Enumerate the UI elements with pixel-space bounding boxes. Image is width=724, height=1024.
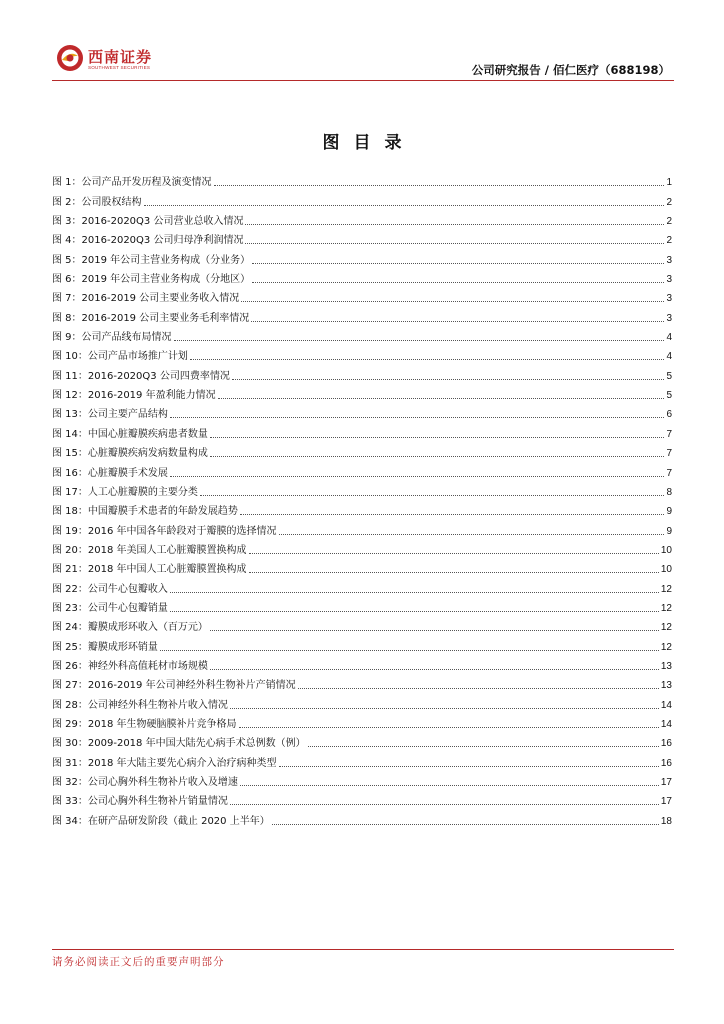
toc-entry-page: 12 [660,622,672,634]
toc-entry-page: 2 [666,216,672,228]
toc-entry-label: 图 24：瓣膜成形环收入（百万元） [52,622,208,634]
toc-entry[interactable] [52,750,672,769]
toc-entry[interactable] [52,402,672,421]
toc-entry-page: 2 [666,235,672,247]
toc-entry-page: 4 [666,351,672,363]
toc-entry-page: 3 [666,312,672,324]
toc-leader-dots [279,533,665,535]
toc-entry-label: 图 13：公司主要产品结构 [52,409,168,421]
footer-disclaimer: 请务必阅读正文后的重要声明部分 [52,956,225,968]
toc-entry-label: 图 14：中国心脏瓣膜疾病患者数量 [52,428,208,440]
toc-entry-page: 17 [660,796,672,808]
toc-leader-dots [210,668,659,670]
toc-leader-dots [210,455,665,457]
toc-leader-dots [170,610,659,612]
report-title: 公司研究报告 / 佰仁医疗（688198） [471,63,670,77]
toc-entry[interactable] [52,460,672,479]
toc-leader-dots [214,184,665,186]
toc-entry-label: 图 17：人工心脏瓣膜的主要分类 [52,486,198,498]
toc-entry[interactable] [52,518,672,537]
toc-entry[interactable] [52,789,672,808]
toc-leader-dots [279,765,659,767]
toc-entry-label: 图 33：公司心胸外科生物补片销量情况 [52,796,228,808]
toc-entry[interactable] [52,325,672,344]
toc-entry-label: 图 10：公司产品市场推广计划 [52,351,188,363]
toc-entry-label: 图 3：2016-2020Q3 公司营业总收入情况 [52,216,244,228]
toc-entry-page: 9 [666,525,672,537]
toc-leader-dots [174,339,665,341]
toc-entry-page: 3 [666,293,672,305]
toc-entry-page: 13 [660,680,672,692]
toc-entry-label: 图 29：2018 年生物硬脑膜补片竞争格局 [52,718,237,730]
toc-entry-label: 图 8：2016-2019 公司主要业务毛利率情况 [52,312,250,324]
toc-leader-dots [240,513,665,515]
toc-leader-dots [230,803,659,805]
toc-entry-label: 图 16：心脏瓣膜手术发展 [52,467,168,479]
toc-entry[interactable] [52,634,672,653]
toc-leader-dots [144,204,665,206]
toc-entry-page: 10 [660,564,672,576]
company-logo [56,44,176,76]
toc-leader-dots [218,397,665,399]
toc-entry[interactable] [52,673,672,692]
toc-leader-dots [245,223,664,225]
page-header [0,0,724,82]
toc-entry[interactable] [52,267,672,286]
toc-entry-page: 16 [660,738,672,750]
toc-leader-dots [200,494,665,496]
toc-entry-label: 图 22：公司牛心包瓣收入 [52,583,168,595]
toc-leader-dots [240,784,659,786]
toc-entry-label: 图 2：公司股权结构 [52,196,142,208]
toc-entry-label: 图 11：2016-2020Q3 公司四费率情况 [52,370,230,382]
toc-entry[interactable] [52,480,672,499]
toc-entry[interactable] [52,228,672,247]
figure-toc-list [52,170,672,828]
toc-entry-label: 图 1：公司产品开发历程及演变情况 [52,177,212,189]
toc-leader-dots [210,629,659,631]
toc-entry-page: 16 [660,757,672,769]
toc-leader-dots [210,436,665,438]
toc-entry[interactable] [52,596,672,615]
toc-entry[interactable] [52,770,672,789]
toc-leader-dots [160,649,659,651]
toc-entry[interactable] [52,305,672,324]
footer-divider [52,949,674,950]
toc-entry-page: 6 [666,409,672,421]
toc-entry-page: 7 [666,428,672,440]
toc-leader-dots [170,416,665,418]
toc-entry-page: 12 [660,641,672,653]
toc-leader-dots [252,281,664,283]
toc-entry-label: 图 30：2009-2018 年中国大陆先心病手术总例数（例） [52,738,306,750]
toc-entry-page: 13 [660,660,672,672]
toc-entry[interactable] [52,712,672,731]
toc-entry[interactable] [52,383,672,402]
toc-title: 图目录 [322,133,416,153]
toc-entry[interactable] [52,557,672,576]
toc-leader-dots [249,552,659,554]
toc-entry-page: 7 [666,448,672,460]
toc-entry[interactable] [52,731,672,750]
toc-leader-dots [230,707,659,709]
toc-entry[interactable] [52,170,672,189]
toc-entry[interactable] [52,363,672,382]
toc-entry-label: 图 12：2016-2019 年盈利能力情况 [52,390,216,402]
toc-entry-label: 图 25：瓣膜成形环销量 [52,641,158,653]
toc-entry-page: 5 [666,390,672,402]
toc-leader-dots [308,745,659,747]
toc-leader-dots [249,571,659,573]
toc-entry-label: 图 26：神经外科高值耗材市场规模 [52,660,208,672]
toc-entry[interactable] [52,441,672,460]
toc-entry-page: 14 [660,699,672,711]
toc-entry-label: 图 4：2016-2020Q3 公司归母净利润情况 [52,235,244,247]
toc-entry-page: 12 [660,583,672,595]
toc-leader-dots [232,378,665,380]
toc-entry-label: 图 6：2019 年公司主营业务构成（分地区） [52,274,251,286]
toc-entry-page: 10 [660,544,672,556]
toc-leader-dots [251,320,664,322]
toc-entry-label: 图 31：2018 年大陆主要先心病介入治疗病种类型 [52,757,277,769]
toc-entry-page: 3 [666,254,672,266]
toc-entry-label: 图 23：公司牛心包瓣销量 [52,602,168,614]
toc-entry-page: 18 [660,815,672,827]
toc-entry-page: 7 [666,467,672,479]
toc-entry-page: 5 [666,370,672,382]
toc-entry[interactable] [52,344,672,363]
toc-leader-dots [272,823,659,825]
toc-entry-label: 图 28：公司神经外科生物补片收入情况 [52,699,228,711]
toc-entry[interactable] [52,247,672,266]
toc-leader-dots [241,300,664,302]
toc-leader-dots [252,262,664,264]
logo-chinese-name: 西南证券 [88,48,153,66]
toc-entry-page: 4 [666,332,672,344]
toc-entry[interactable] [52,421,672,440]
toc-entry[interactable] [52,538,672,557]
toc-entry[interactable] [52,499,672,518]
toc-entry-label: 图 15：心脏瓣膜疾病发病数量构成 [52,448,208,460]
toc-entry-label: 图 18：中国瓣膜手术患者的年龄发展趋势 [52,506,238,518]
toc-entry-label: 图 34：在研产品研发阶段（截止 2020 上半年） [52,815,270,827]
toc-entry[interactable] [52,654,672,673]
toc-entry-label: 图 27：2016-2019 年公司神经外科生物补片产销情况 [52,680,296,692]
toc-entry-label: 图 19：2016 年中国各年龄段对于瓣膜的选择情况 [52,525,277,537]
toc-entry-page: 1 [666,177,672,189]
toc-leader-dots [245,242,664,244]
toc-entry-label: 图 21：2018 年中国人工心脏瓣膜置换构成 [52,564,247,576]
toc-entry-label: 图 5：2019 年公司主营业务构成（分业务） [52,254,251,266]
toc-entry[interactable] [52,808,672,827]
toc-leader-dots [239,726,659,728]
toc-entry-page: 8 [666,486,672,498]
toc-entry-label: 图 20：2018 年美国人工心脏瓣膜置换构成 [52,544,247,556]
header-divider [52,80,674,81]
toc-leader-dots [190,358,665,360]
toc-entry[interactable] [52,615,672,634]
toc-leader-dots [170,475,665,477]
toc-entry[interactable] [52,189,672,208]
logo-emblem-icon [56,44,84,72]
toc-entry-page: 17 [660,777,672,788]
toc-entry-page: 12 [660,602,672,614]
toc-entry[interactable] [52,576,672,595]
toc-entry[interactable] [52,209,672,228]
toc-entry-page: 9 [666,506,672,518]
toc-leader-dots [170,591,659,593]
logo-english-name: SOUTHWEST SECURITIES [88,65,151,70]
toc-entry-label: 图 7：2016-2019 公司主要业务收入情况 [52,293,240,305]
toc-entry-page: 14 [660,718,672,730]
toc-entry-page: 3 [666,274,672,286]
toc-entry-label: 图 32：公司心胸外科生物补片收入及增速 [52,777,238,788]
toc-entry[interactable] [52,286,672,305]
toc-entry[interactable] [52,692,672,711]
toc-entry-page: 2 [666,196,672,208]
toc-entry-label: 图 9：公司产品线布局情况 [52,332,172,344]
toc-leader-dots [298,687,659,689]
